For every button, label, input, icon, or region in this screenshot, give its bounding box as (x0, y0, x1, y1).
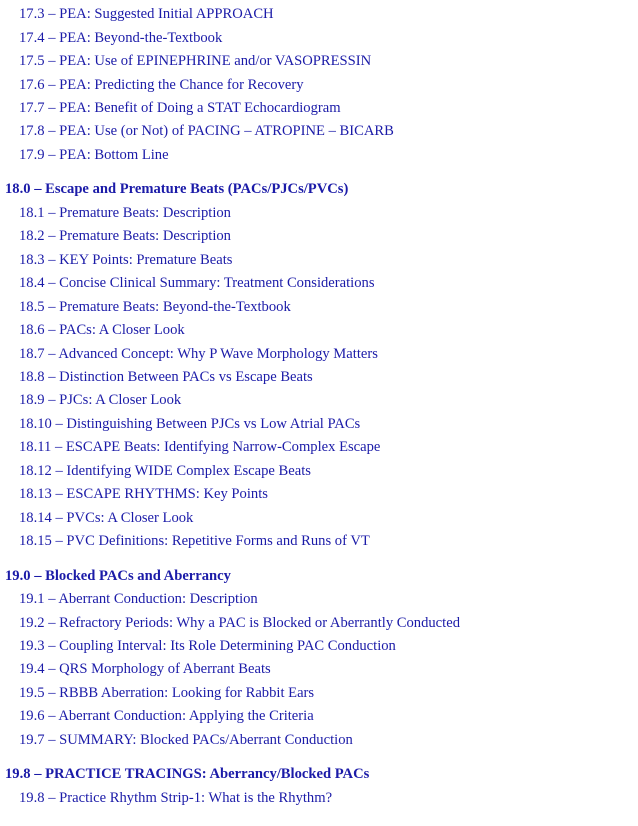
toc-entry-18-4[interactable]: 18.4 – Concise Clinical Summary: Treatment Considerations (19, 275, 375, 291)
toc-entry-18-14[interactable]: 18.14 – PVCs: A Closer Look (19, 510, 194, 526)
toc-entry-18-11[interactable]: 18.11 – ESCAPE Beats: Identifying Narrow-Complex Escape (19, 439, 381, 455)
toc-entry-18-2[interactable]: 18.2 – Premature Beats: Description (19, 228, 231, 244)
toc-heading-19-8[interactable]: 19.8 – PRACTICE TRACINGS: Aberrancy/Blocked PACs (5, 766, 370, 782)
toc-entry-19-4[interactable]: 19.4 – QRS Morphology of Aberrant Beats (19, 661, 271, 677)
toc-entry-17-3[interactable]: 17.3 – PEA: Suggested Initial APPROACH (19, 6, 274, 22)
toc-entry-18-1[interactable]: 18.1 – Premature Beats: Description (19, 205, 231, 221)
toc-entry-18-8[interactable]: 18.8 – Distinction Between PACs vs Escape Beats (19, 369, 313, 385)
toc-entry-18-7[interactable]: 18.7 – Advanced Concept: Why P Wave Morphology Matters (19, 346, 378, 362)
toc-entry-18-15[interactable]: 18.15 – PVC Definitions: Repetitive Forms and Runs of VT (19, 533, 370, 549)
toc-heading-18-0[interactable]: 18.0 – Escape and Premature Beats (PACs/PJCs/PVCs) (5, 181, 349, 197)
toc-entry-19-2[interactable]: 19.2 – Refractory Periods: Why a PAC is Blocked or Aberrantly Conducted (19, 615, 460, 631)
toc-entry-17-6[interactable]: 17.6 – PEA: Predicting the Chance for Recovery (19, 77, 304, 93)
toc-entry-19-1[interactable]: 19.1 – Aberrant Conduction: Description (19, 591, 258, 607)
toc-entry-18-5[interactable]: 18.5 – Premature Beats: Beyond-the-Textbook (19, 299, 291, 315)
toc-entry-19-7[interactable]: 19.7 – SUMMARY: Blocked PACs/Aberrant Conduction (19, 732, 353, 748)
toc-entry-19-5[interactable]: 19.5 – RBBB Aberration: Looking for Rabbit Ears (19, 685, 315, 701)
toc-heading-19-0[interactable]: 19.0 – Blocked PACs and Aberrancy (5, 568, 231, 584)
toc-entry-18-10[interactable]: 18.10 – Distinguishing Between PJCs vs Low Atrial PACs (19, 416, 361, 432)
toc-entry-18-13[interactable]: 18.13 – ESCAPE RHYTHMS: Key Points (19, 486, 268, 502)
toc-entry-17-4[interactable]: 17.4 – PEA: Beyond-the-Textbook (19, 30, 223, 46)
toc-entry-18-6[interactable]: 18.6 – PACs: A Closer Look (19, 322, 185, 338)
toc-entry-18-9[interactable]: 18.9 – PJCs: A Closer Look (19, 392, 182, 408)
toc-entry-18-12[interactable]: 18.12 – Identifying WIDE Complex Escape Beats (19, 463, 311, 479)
toc-entry-17-8[interactable]: 17.8 – PEA: Use (or Not) of PACING – ATROPINE – BICARB (19, 123, 394, 139)
toc-entry-19-6[interactable]: 19.6 – Aberrant Conduction: Applying the Criteria (19, 708, 314, 724)
toc-entry-19-8-strip-1[interactable]: 19.8 – Practice Rhythm Strip-1: What is the Rhythm? (19, 790, 333, 806)
toc-entry-17-7[interactable]: 17.7 – PEA: Benefit of Doing a STAT Echocardiogram (19, 100, 341, 116)
toc-entry-19-3[interactable]: 19.3 – Coupling Interval: Its Role Determining PAC Conduction (19, 638, 396, 654)
toc-entry-18-3[interactable]: 18.3 – KEY Points: Premature Beats (19, 252, 233, 268)
toc-entry-17-9[interactable]: 17.9 – PEA: Bottom Line (19, 147, 169, 163)
toc-entry-17-5[interactable]: 17.5 – PEA: Use of EPINEPHRINE and/or VASOPRESSIN (19, 53, 372, 69)
